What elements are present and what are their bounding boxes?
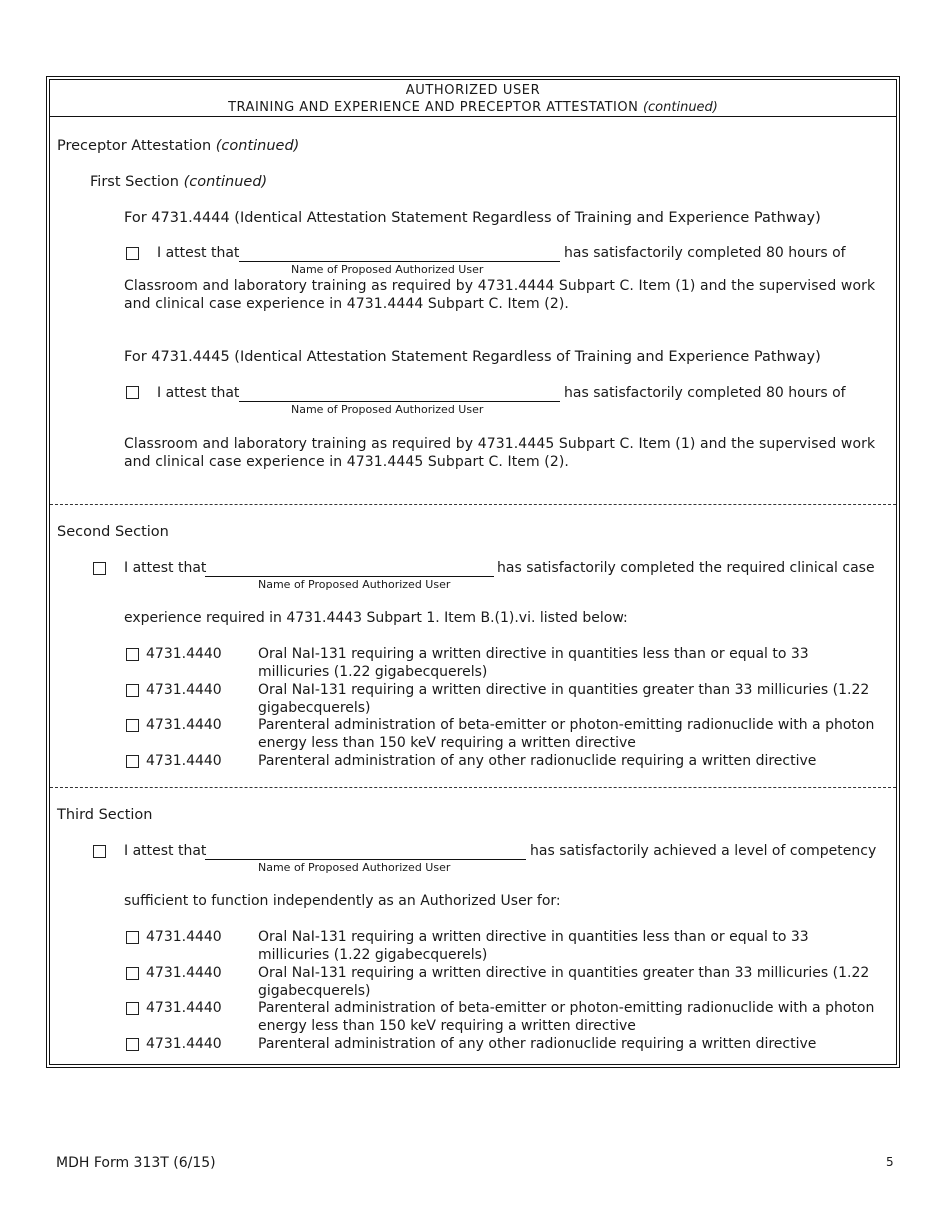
block-4445-heading: For 4731.4445 (Identical Attestation Statement Regardless of Training and Experience Pathway) — [124, 349, 821, 365]
form-inner-frame — [49, 79, 897, 1065]
second-attest-checkbox[interactable] — [93, 562, 106, 575]
third-item-1-code: 4731.4440 — [146, 929, 222, 945]
attest-4444-suffix: has satisfactorily completed 80 hours of — [564, 245, 846, 261]
third-item-2-checkbox[interactable] — [126, 967, 139, 980]
attest-4444-prefix: I attest that — [157, 245, 240, 261]
preceptor-attestation-heading — [57, 137, 299, 155]
first-section-heading — [90, 173, 267, 191]
second-item-3-desc: Parenteral administration of beta-emitter or photon-emitting radionuclide with a photon energy less than 150 keV requiring a written directive — [258, 717, 875, 751]
first-section-heading-text: First Section — [90, 174, 179, 190]
section-divider-1 — [50, 504, 896, 505]
third-item-4-desc: Parenteral administration of any other radionuclide requiring a written directive — [258, 1036, 817, 1052]
second-item-4-desc: Parenteral administration of any other radionuclide requiring a written directive — [258, 753, 817, 769]
third-continuation: sufficient to function independently as an Authorized User for: — [124, 893, 561, 909]
second-item-1-checkbox[interactable] — [126, 648, 139, 661]
first-section-heading-continued: (continued) — [183, 174, 268, 190]
block-4445-text: Classroom and laboratory training as required by 4731.4445 Subpart C. Item (1) and the supervised work and clinical case experience in 4731.4445 Subpart C. Item (2). — [124, 436, 876, 470]
form-title-box — [50, 80, 896, 117]
third-item-3-desc: Parenteral administration of beta-emitter or photon-emitting radionuclide with a photon energy less than 150 keV requiring a written directive — [258, 1000, 875, 1034]
attest-4445-name-field[interactable] — [239, 401, 560, 402]
form-title-line2 — [50, 99, 896, 116]
third-item-1-desc: Oral NaI-131 requiring a written directive in quantities less than or equal to 33 millicuries (1.22 gigabecquerels) — [258, 929, 809, 963]
third-attest-checkbox[interactable] — [93, 845, 106, 858]
third-item-2-code: 4731.4440 — [146, 965, 222, 981]
second-attest-caption: Name of Proposed Authorized User — [258, 578, 451, 591]
attest-4445-checkbox[interactable] — [126, 386, 139, 399]
second-continuation: experience required in 4731.4443 Subpart 1. Item B.(1).vi. listed below: — [124, 610, 628, 626]
second-item-2-desc: Oral NaI-131 requiring a written directive in quantities greater than 33 millicuries (1.22 gigabecquerels) — [258, 682, 870, 716]
second-item-4-code: 4731.4440 — [146, 753, 222, 769]
attest-4444-checkbox[interactable] — [126, 247, 139, 260]
page-number: 5 — [886, 1155, 894, 1169]
second-item-2-checkbox[interactable] — [126, 684, 139, 697]
third-item-3-checkbox[interactable] — [126, 1002, 139, 1015]
form-title-line1: AUTHORIZED USER — [405, 83, 541, 98]
form-frame — [46, 76, 900, 1068]
third-item-3-code: 4731.4440 — [146, 1000, 222, 1016]
third-section-heading: Third Section — [57, 807, 153, 823]
block-4444-heading: For 4731.4444 (Identical Attestation Statement Regardless of Training and Experience Pathway) — [124, 210, 821, 226]
third-attest-prefix: I attest that — [124, 843, 207, 859]
second-item-3-checkbox[interactable] — [126, 719, 139, 732]
second-item-2-code: 4731.4440 — [146, 682, 222, 698]
section-divider-2 — [50, 787, 896, 788]
second-item-1-code: 4731.4440 — [146, 646, 222, 662]
second-item-4-checkbox[interactable] — [126, 755, 139, 768]
second-attest-name-field[interactable] — [205, 576, 494, 577]
third-attest-caption: Name of Proposed Authorized User — [258, 861, 451, 874]
second-item-3-code: 4731.4440 — [146, 717, 222, 733]
second-item-1-desc: Oral NaI-131 requiring a written directive in quantities less than or equal to 33 millicuries (1.22 gigabecquerels) — [258, 646, 809, 680]
third-attest-name-field[interactable] — [205, 859, 526, 860]
form-title-continued: (continued) — [642, 100, 718, 115]
third-item-2-desc: Oral NaI-131 requiring a written directive in quantities greater than 33 millicuries (1.22 gigabecquerels) — [258, 965, 870, 999]
third-item-4-checkbox[interactable] — [126, 1038, 139, 1051]
third-item-1-checkbox[interactable] — [126, 931, 139, 944]
attest-4444-caption: Name of Proposed Authorized User — [291, 263, 484, 276]
form-id: MDH Form 313T (6/15) — [56, 1155, 216, 1171]
form-title-text: TRAINING AND EXPERIENCE AND PRECEPTOR ATTESTATION — [228, 100, 639, 115]
second-attest-suffix: has satisfactorily completed the required clinical case — [497, 560, 875, 576]
attest-4445-suffix: has satisfactorily completed 80 hours of — [564, 385, 846, 401]
preceptor-heading-continued: (continued) — [215, 138, 300, 154]
block-4444-text: Classroom and laboratory training as required by 4731.4444 Subpart C. Item (1) and the supervised work and clinical case experience in 4731.4444 Subpart C. Item (2). — [124, 278, 876, 312]
attest-4445-caption: Name of Proposed Authorized User — [291, 403, 484, 416]
attest-4444-name-field[interactable] — [239, 261, 560, 262]
preceptor-heading-text: Preceptor Attestation — [57, 138, 212, 154]
second-attest-prefix: I attest that — [124, 560, 207, 576]
third-item-4-code: 4731.4440 — [146, 1036, 222, 1052]
second-section-heading: Second Section — [57, 524, 169, 540]
attest-4445-prefix: I attest that — [157, 385, 240, 401]
third-attest-suffix: has satisfactorily achieved a level of competency — [530, 843, 877, 859]
